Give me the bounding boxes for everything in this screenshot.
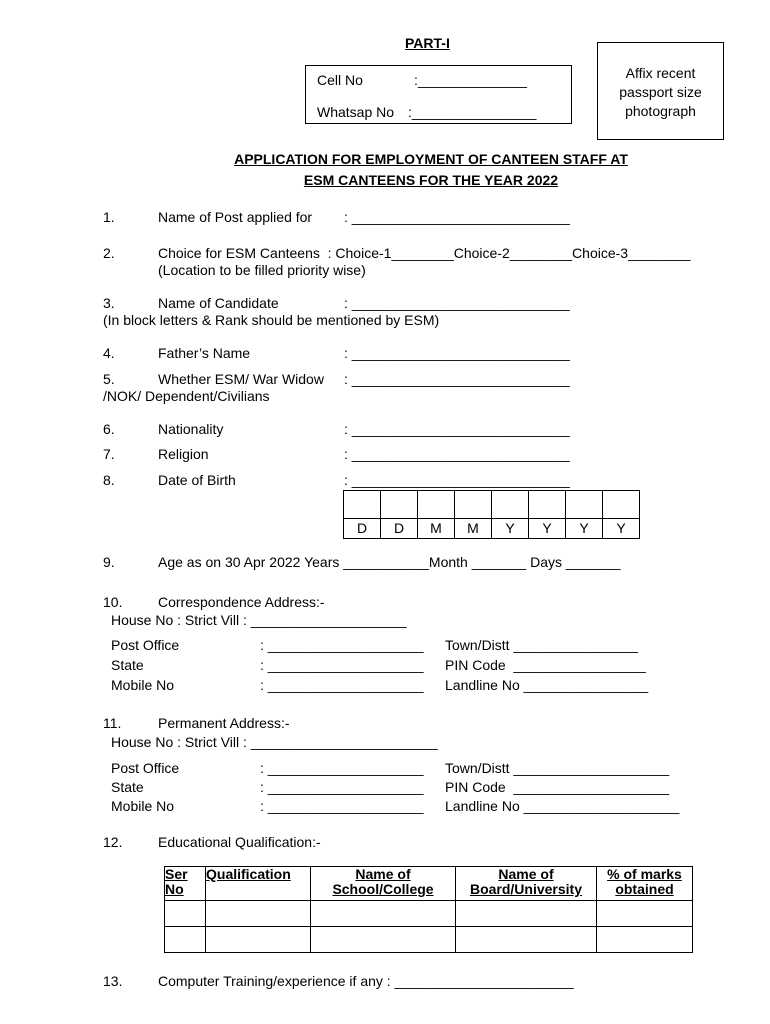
item-8-number: 8. xyxy=(103,472,115,488)
item-5-note: /NOK/ Dependent/Civilians xyxy=(103,388,270,404)
age-field[interactable]: Age as on 30 Apr 2022 Years ___________Month _______ Days _______ xyxy=(158,554,621,570)
dob-input-cell[interactable] xyxy=(603,491,640,519)
photo-line-1: Affix recent xyxy=(625,65,696,81)
col-header-qualification: Qualification xyxy=(206,867,311,901)
esm-status-field[interactable]: : ____________________________ xyxy=(344,371,570,387)
part-heading: PART-I xyxy=(405,35,450,51)
corr-house-field[interactable]: House No : Strict Vill : ____________________ xyxy=(111,612,407,628)
table-cell[interactable] xyxy=(206,901,311,927)
education-table xyxy=(164,866,693,953)
form-title-line-2: ESM CANTEENS FOR THE YEAR 2022 xyxy=(303,172,559,188)
cell-no-label: Cell No xyxy=(317,72,363,88)
computer-training-field[interactable]: Computer Training/experience if any : _______________________ xyxy=(158,973,574,989)
dob-input-cell[interactable] xyxy=(381,491,418,519)
table-cell[interactable] xyxy=(206,927,311,953)
table-cell[interactable] xyxy=(311,901,456,927)
dob-format-cell: Y xyxy=(566,519,603,539)
corr-post-office-label: Post Office xyxy=(111,637,180,653)
item-1-number: 1. xyxy=(103,209,115,225)
item-12-number: 12. xyxy=(103,834,123,850)
dob-format-cell: M xyxy=(418,519,455,539)
item-10-label: Correspondence Address:- xyxy=(158,594,325,610)
perm-post-office-field[interactable]: : ____________________ xyxy=(260,760,424,776)
dob-input-cell[interactable] xyxy=(492,491,529,519)
item-11-number: 11. xyxy=(103,715,122,731)
dob-format-cell: Y xyxy=(603,519,640,539)
whatsap-no-label: Whatsap No xyxy=(317,104,395,120)
dob-format-cell: M xyxy=(455,519,492,539)
photo-line-3: photograph xyxy=(625,103,696,119)
whatsap-no-field[interactable]: :________________ xyxy=(408,104,537,120)
table-cell[interactable] xyxy=(597,927,693,953)
dob-grid xyxy=(343,490,640,539)
dob-field[interactable]: : ____________________________ xyxy=(344,472,570,488)
col-header-school: Name of School/College xyxy=(311,867,456,901)
perm-pin-field[interactable]: PIN Code ____________________ xyxy=(445,779,670,795)
item-9-number: 9. xyxy=(103,554,115,570)
contact-box xyxy=(305,65,572,124)
post-applied-field[interactable]: : ____________________________ xyxy=(344,209,570,225)
perm-landline-field[interactable]: Landline No ____________________ xyxy=(445,798,680,814)
perm-town-field[interactable]: Town/Distt ____________________ xyxy=(445,760,670,776)
perm-post-office-label: Post Office xyxy=(111,760,180,776)
candidate-name-field[interactable]: : ____________________________ xyxy=(344,295,570,311)
item-2-number: 2. xyxy=(103,245,115,261)
table-cell[interactable] xyxy=(597,901,693,927)
corr-state-field[interactable]: : ____________________ xyxy=(260,657,424,673)
cell-no-field[interactable]: :______________ xyxy=(414,72,527,88)
photo-box xyxy=(597,42,724,140)
item-3-number: 3. xyxy=(103,295,115,311)
dob-input-cell[interactable] xyxy=(418,491,455,519)
dob-input-cell[interactable] xyxy=(566,491,603,519)
item-13-number: 13. xyxy=(103,973,123,989)
dob-input-cell[interactable] xyxy=(344,491,381,519)
item-6-label: Nationality xyxy=(158,421,224,437)
religion-field[interactable]: : ____________________________ xyxy=(344,446,570,462)
father-name-field[interactable]: : ____________________________ xyxy=(344,345,570,361)
nationality-field[interactable]: : ____________________________ xyxy=(344,421,570,437)
perm-state-field[interactable]: : ____________________ xyxy=(260,779,424,795)
perm-state-label: State xyxy=(111,779,144,795)
table-cell[interactable] xyxy=(165,927,206,953)
item-10-number: 10. xyxy=(103,594,123,610)
item-5-label: Whether ESM/ War Widow xyxy=(158,371,324,387)
canteen-choice-field[interactable]: Choice for ESM Canteens : Choice-1________Choice-2________Choice-3________ xyxy=(158,245,691,261)
dob-format-cell: D xyxy=(344,519,381,539)
perm-mobile-field[interactable]: : ____________________ xyxy=(260,798,424,814)
table-row xyxy=(165,901,693,927)
item-7-number: 7. xyxy=(103,446,115,462)
dob-input-cell[interactable] xyxy=(529,491,566,519)
corr-mobile-field[interactable]: : ____________________ xyxy=(260,677,424,693)
perm-house-field[interactable]: House No : Strict Vill : ________________________ xyxy=(111,734,438,750)
corr-landline-field[interactable]: Landline No ________________ xyxy=(445,677,649,693)
dob-format-cell: Y xyxy=(492,519,529,539)
table-cell[interactable] xyxy=(311,927,456,953)
form-title-line-1: APPLICATION FOR EMPLOYMENT OF CANTEEN STAFF AT xyxy=(234,151,628,167)
dob-format-cell: Y xyxy=(529,519,566,539)
corr-state-label: State xyxy=(111,657,144,673)
col-header-marks: % of marks obtained xyxy=(597,867,693,901)
item-5-number: 5. xyxy=(103,371,115,387)
corr-town-field[interactable]: Town/Distt ________________ xyxy=(445,637,639,653)
corr-pin-field[interactable]: PIN Code _________________ xyxy=(445,657,646,673)
item-6-number: 6. xyxy=(103,421,115,437)
photo-line-2: passport size xyxy=(619,84,702,100)
table-cell[interactable] xyxy=(456,901,597,927)
corr-mobile-label: Mobile No xyxy=(111,677,175,693)
perm-mobile-label: Mobile No xyxy=(111,798,175,814)
corr-post-office-field[interactable]: : ____________________ xyxy=(260,637,424,653)
dob-input-cell[interactable] xyxy=(455,491,492,519)
table-row xyxy=(165,927,693,953)
item-11-label: Permanent Address:- xyxy=(158,715,290,731)
col-header-board: Name of Board/University xyxy=(456,867,597,901)
item-4-label: Father’s Name xyxy=(158,345,251,361)
item-7-label: Religion xyxy=(158,446,209,462)
item-8-label: Date of Birth xyxy=(158,472,236,488)
item-3-note: (In block letters & Rank should be mentioned by ESM) xyxy=(103,312,440,328)
dob-format-cell: D xyxy=(381,519,418,539)
col-header-ser: Ser No xyxy=(165,867,206,901)
item-3-label: Name of Candidate xyxy=(158,295,279,311)
item-12-label: Educational Qualification:- xyxy=(158,834,321,850)
table-cell[interactable] xyxy=(456,927,597,953)
item-4-number: 4. xyxy=(103,345,115,361)
table-cell[interactable] xyxy=(165,901,206,927)
item-2-note: (Location to be filled priority wise) xyxy=(158,262,366,278)
item-1-label: Name of Post applied for xyxy=(158,209,313,225)
